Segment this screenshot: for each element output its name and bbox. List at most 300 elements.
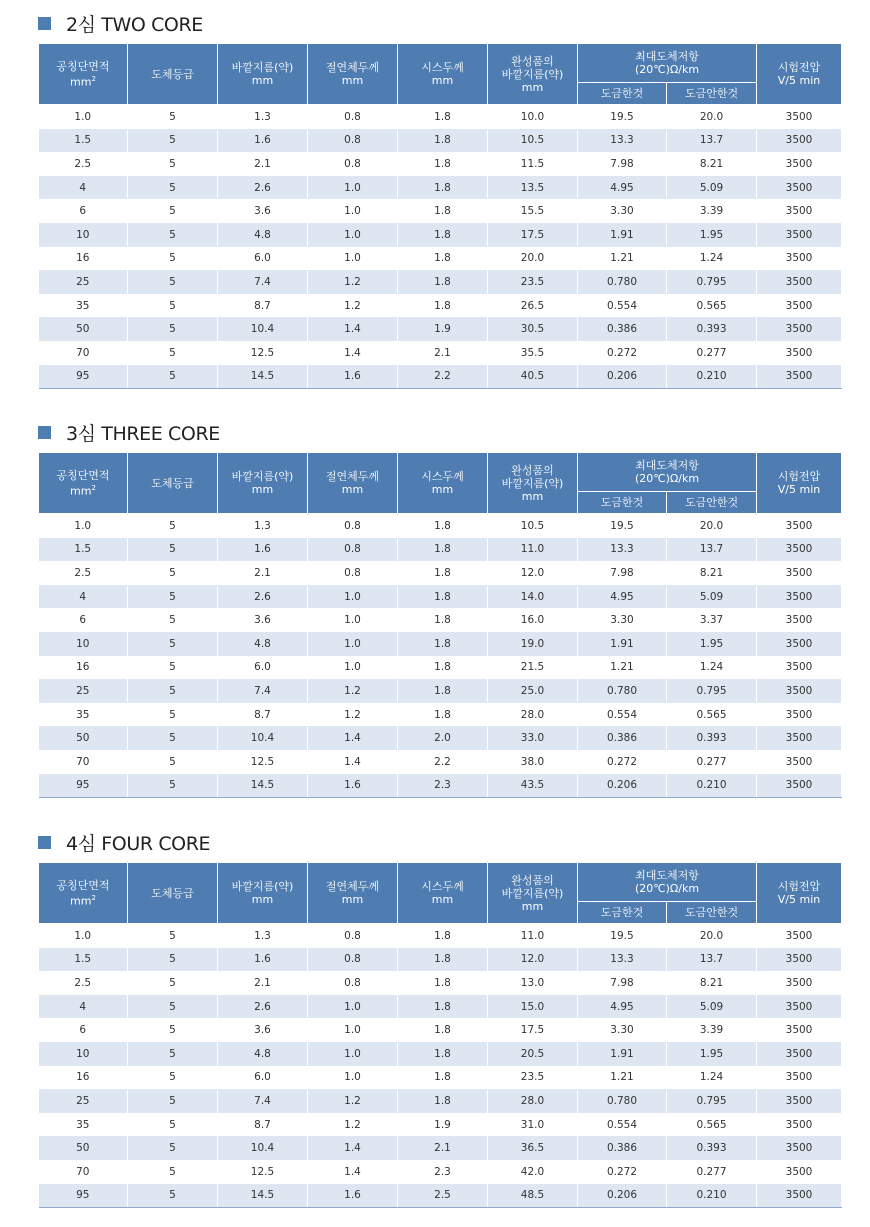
- table-cell: 1.2: [308, 294, 398, 318]
- table-cell: 6.0: [218, 247, 308, 271]
- table-cell: 15.0: [488, 995, 578, 1019]
- table-cell: 2.2: [398, 750, 488, 774]
- table-row: [39, 105, 842, 129]
- table-cell: 1.8: [398, 971, 488, 995]
- table-row: [39, 317, 842, 341]
- table-cell: 2.5: [39, 561, 128, 585]
- table-cell: 1.8: [398, 585, 488, 609]
- table-row: [39, 1136, 842, 1160]
- table-cell: 1.0: [308, 247, 398, 271]
- table-cell: 1.8: [398, 105, 488, 129]
- table-cell: 5.09: [667, 585, 757, 609]
- table-cell: 5: [128, 1018, 218, 1042]
- header-area: 공칭단면적 $mm^2$: [39, 44, 128, 105]
- table-cell: 2.3: [398, 774, 488, 798]
- table-cell: 6.0: [218, 656, 308, 680]
- table-cell: 3500: [757, 129, 842, 153]
- table-cell: 0.210: [667, 365, 757, 389]
- table-cell: 5: [128, 1042, 218, 1066]
- table-row: [39, 199, 842, 223]
- table-cell: 12.5: [218, 1160, 308, 1184]
- table-cell: 1.95: [667, 632, 757, 656]
- table-cell: 20.0: [667, 924, 757, 948]
- table-cell: 3500: [757, 1042, 842, 1066]
- table-cell: 70: [39, 750, 128, 774]
- table-cell: 1.0: [308, 608, 398, 632]
- table-row: [39, 703, 842, 727]
- table-cell: 0.393: [667, 726, 757, 750]
- table-cell: 1.8: [398, 948, 488, 972]
- table-cell: 1.0: [308, 995, 398, 1019]
- table-cell: 10.5: [488, 514, 578, 538]
- table-cell: 2.1: [218, 971, 308, 995]
- header-sheath: 시스두께 mm: [398, 453, 488, 514]
- table-cell: 4: [39, 585, 128, 609]
- table-row: [39, 750, 842, 774]
- table-header: [39, 44, 842, 105]
- header-grade: 도체등급: [128, 863, 218, 924]
- table-cell: 5: [128, 365, 218, 389]
- table-cell: 0.8: [308, 948, 398, 972]
- table-cell: 1.5: [39, 538, 128, 562]
- table-cell: 2.1: [398, 341, 488, 365]
- table-cell: 1.2: [308, 1113, 398, 1137]
- table-cell: 8.7: [218, 1113, 308, 1137]
- table-cell: 0.210: [667, 774, 757, 798]
- table-cell: 1.4: [308, 750, 398, 774]
- header-outer-dia: 바깥지름(약) mm: [218, 453, 308, 514]
- table-cell: 1.2: [308, 270, 398, 294]
- square-bullet-icon: [38, 17, 51, 30]
- table-cell: 70: [39, 1160, 128, 1184]
- table-cell: 0.393: [667, 317, 757, 341]
- table-cell: 35.5: [488, 341, 578, 365]
- table-cell: 1.8: [398, 1089, 488, 1113]
- header-sheath: 시스두께 mm: [398, 863, 488, 924]
- table-cell: 6: [39, 1018, 128, 1042]
- table-header: [39, 863, 842, 924]
- table-cell: 3.39: [667, 199, 757, 223]
- table-cell: 3500: [757, 632, 842, 656]
- table-cell: 1.0: [308, 632, 398, 656]
- table-cell: 1.24: [667, 247, 757, 271]
- header-voltage: 시험전압 V/5 min: [757, 863, 842, 924]
- table-cell: 1.21: [578, 247, 667, 271]
- table-cell: 21.5: [488, 656, 578, 680]
- table-cell: 12.0: [488, 948, 578, 972]
- spec-table: [38, 862, 842, 1208]
- table-cell: 1.3: [218, 924, 308, 948]
- table-row: [39, 1113, 842, 1137]
- table-cell: 5: [128, 924, 218, 948]
- table-cell: 25: [39, 1089, 128, 1113]
- table-cell: 15.5: [488, 199, 578, 223]
- table-cell: 11.5: [488, 152, 578, 176]
- table-cell: 8.7: [218, 294, 308, 318]
- table-cell: 1.6: [218, 948, 308, 972]
- header-voltage: 시험전압 V/5 min: [757, 453, 842, 514]
- table-cell: 95: [39, 1184, 128, 1208]
- table-cell: 6: [39, 199, 128, 223]
- table-cell: 1.91: [578, 1042, 667, 1066]
- table-cell: 1.8: [398, 176, 488, 200]
- table-cell: 20.0: [667, 105, 757, 129]
- header-unplated: 도금안한것: [667, 902, 757, 924]
- table-cell: 3.30: [578, 199, 667, 223]
- table-cell: 0.565: [667, 703, 757, 727]
- table-cell: 0.277: [667, 750, 757, 774]
- header-plated: 도금한것: [578, 492, 667, 514]
- table-cell: 50: [39, 1136, 128, 1160]
- table-cell: 1.8: [398, 1018, 488, 1042]
- table-cell: 5: [128, 948, 218, 972]
- table-row: [39, 632, 842, 656]
- table-cell: 14.0: [488, 585, 578, 609]
- table-cell: 5: [128, 105, 218, 129]
- table-cell: 17.5: [488, 1018, 578, 1042]
- table-cell: 12.5: [218, 750, 308, 774]
- table-cell: 1.6: [218, 129, 308, 153]
- table-cell: 1.8: [398, 1042, 488, 1066]
- three-core-section: [38, 420, 841, 798]
- header-grade: 도체등급: [128, 44, 218, 105]
- table-cell: 1.0: [308, 656, 398, 680]
- table-cell: 0.780: [578, 1089, 667, 1113]
- square-bullet-icon: [38, 836, 51, 849]
- table-cell: 10: [39, 1042, 128, 1066]
- table-row: [39, 561, 842, 585]
- table-cell: 2.1: [398, 1136, 488, 1160]
- table-cell: 0.8: [308, 105, 398, 129]
- table-cell: 25: [39, 270, 128, 294]
- table-cell: 23.5: [488, 270, 578, 294]
- table-row: [39, 585, 842, 609]
- table-cell: 4.95: [578, 995, 667, 1019]
- table-row: [39, 1018, 842, 1042]
- table-cell: 1.2: [308, 1089, 398, 1113]
- table-cell: 5: [128, 247, 218, 271]
- table-cell: 2.5: [39, 971, 128, 995]
- table-row: [39, 1160, 842, 1184]
- header-finished-dia: 완성품의 바깥지름(약) mm: [488, 453, 578, 514]
- table-row: [39, 1042, 842, 1066]
- table-cell: 16: [39, 1066, 128, 1090]
- header-resistance: 최대도체저항 (20℃)Ω/km: [578, 863, 757, 902]
- table-cell: 5: [128, 294, 218, 318]
- table-cell: 4.8: [218, 223, 308, 247]
- table-cell: 5: [128, 750, 218, 774]
- table-cell: 0.795: [667, 270, 757, 294]
- table-cell: 50: [39, 317, 128, 341]
- table-cell: 5: [128, 995, 218, 1019]
- table-cell: 3500: [757, 1066, 842, 1090]
- table-cell: 5: [128, 656, 218, 680]
- table-cell: 40.5: [488, 365, 578, 389]
- table-cell: 2.2: [398, 365, 488, 389]
- table-cell: 1.0: [308, 199, 398, 223]
- table-cell: 25.0: [488, 679, 578, 703]
- table-cell: 0.393: [667, 1136, 757, 1160]
- table-cell: 0.565: [667, 294, 757, 318]
- table-cell: 3500: [757, 152, 842, 176]
- section-title-text: 4심 FOUR CORE: [66, 832, 211, 855]
- table-cell: 2.3: [398, 1160, 488, 1184]
- table-cell: 0.206: [578, 1184, 667, 1208]
- table-row: [39, 365, 842, 389]
- table-cell: 1.4: [308, 317, 398, 341]
- table-body: [39, 105, 842, 389]
- table-cell: 0.554: [578, 294, 667, 318]
- header-outer-dia: 바깥지름(약) mm: [218, 863, 308, 924]
- spec-table: [38, 43, 842, 389]
- table-cell: 3500: [757, 317, 842, 341]
- table-cell: 5: [128, 1113, 218, 1137]
- table-cell: 1.0: [308, 585, 398, 609]
- table-cell: 1.6: [308, 774, 398, 798]
- table-cell: 1.0: [308, 176, 398, 200]
- table-cell: 1.3: [218, 514, 308, 538]
- table-cell: 5: [128, 514, 218, 538]
- table-cell: 1.8: [398, 1066, 488, 1090]
- two-core-section: [38, 11, 841, 389]
- table-cell: 1.5: [39, 129, 128, 153]
- table-cell: 3.6: [218, 1018, 308, 1042]
- table-body: [39, 514, 842, 798]
- table-header: [39, 453, 842, 514]
- table-row: [39, 656, 842, 680]
- table-cell: 5: [128, 608, 218, 632]
- table-cell: 1.91: [578, 223, 667, 247]
- header-insulation: 절연체두께 mm: [308, 453, 398, 514]
- table-row: [39, 1184, 842, 1208]
- table-cell: 1.95: [667, 1042, 757, 1066]
- table-row: [39, 679, 842, 703]
- table-cell: 1.8: [398, 270, 488, 294]
- table-cell: 19.5: [578, 514, 667, 538]
- table-cell: 5: [128, 774, 218, 798]
- table-cell: 4.95: [578, 176, 667, 200]
- table-cell: 42.0: [488, 1160, 578, 1184]
- table-cell: 3500: [757, 105, 842, 129]
- table-cell: 10.5: [488, 129, 578, 153]
- table-cell: 48.5: [488, 1184, 578, 1208]
- header-resistance: 최대도체저항 (20℃)Ω/km: [578, 44, 757, 83]
- table-cell: 6.0: [218, 1066, 308, 1090]
- table-cell: 35: [39, 294, 128, 318]
- table-cell: 1.8: [398, 129, 488, 153]
- table-cell: 0.795: [667, 679, 757, 703]
- table-cell: 95: [39, 774, 128, 798]
- table-cell: 20.0: [488, 247, 578, 271]
- table-cell: 1.0: [39, 514, 128, 538]
- table-cell: 1.8: [398, 703, 488, 727]
- table-cell: 5: [128, 199, 218, 223]
- header-area: 공칭단면적 $mm^2$: [39, 863, 128, 924]
- table-cell: 1.0: [308, 1066, 398, 1090]
- table-cell: 0.206: [578, 774, 667, 798]
- table-cell: 1.21: [578, 1066, 667, 1090]
- table-cell: 5: [128, 317, 218, 341]
- table-cell: 0.386: [578, 726, 667, 750]
- table-cell: 0.272: [578, 750, 667, 774]
- table-cell: 13.5: [488, 176, 578, 200]
- table-row: [39, 608, 842, 632]
- table-cell: 0.277: [667, 341, 757, 365]
- table-cell: 3500: [757, 341, 842, 365]
- table-cell: 36.5: [488, 1136, 578, 1160]
- table-cell: 3500: [757, 247, 842, 271]
- table-cell: 3.37: [667, 608, 757, 632]
- table-cell: 35: [39, 703, 128, 727]
- table-cell: 3500: [757, 924, 842, 948]
- table-cell: 5: [128, 1160, 218, 1184]
- table-cell: 20.0: [667, 514, 757, 538]
- table-cell: 1.95: [667, 223, 757, 247]
- table-cell: 1.24: [667, 656, 757, 680]
- table-cell: 5: [128, 129, 218, 153]
- header-voltage: 시험전압 V/5 min: [757, 44, 842, 105]
- table-cell: 0.554: [578, 1113, 667, 1137]
- table-cell: 13.3: [578, 538, 667, 562]
- table-cell: 3500: [757, 176, 842, 200]
- table-cell: 5: [128, 223, 218, 247]
- table-cell: 19.5: [578, 924, 667, 948]
- table-cell: 10.0: [488, 105, 578, 129]
- table-row: [39, 223, 842, 247]
- table-cell: 3500: [757, 750, 842, 774]
- table-cell: 3.30: [578, 1018, 667, 1042]
- table-cell: 3500: [757, 538, 842, 562]
- table-cell: 35: [39, 1113, 128, 1137]
- table-cell: 5: [128, 703, 218, 727]
- table-row: [39, 152, 842, 176]
- table-cell: 38.0: [488, 750, 578, 774]
- table-cell: 7.98: [578, 561, 667, 585]
- table-cell: 0.8: [308, 538, 398, 562]
- table-cell: 3500: [757, 656, 842, 680]
- table-cell: 8.21: [667, 971, 757, 995]
- header-unplated: 도금안한것: [667, 492, 757, 514]
- table-cell: 1.5: [39, 948, 128, 972]
- table-cell: 43.5: [488, 774, 578, 798]
- table-cell: 3.6: [218, 608, 308, 632]
- table-cell: 1.8: [398, 152, 488, 176]
- table-cell: 3500: [757, 1018, 842, 1042]
- table-cell: 7.4: [218, 270, 308, 294]
- table-cell: 13.3: [578, 948, 667, 972]
- table-cell: 10.4: [218, 726, 308, 750]
- table-cell: 0.780: [578, 679, 667, 703]
- table-row: [39, 774, 842, 798]
- table-cell: 28.0: [488, 1089, 578, 1113]
- table-row: [39, 294, 842, 318]
- table-cell: 5: [128, 679, 218, 703]
- table-cell: 0.386: [578, 1136, 667, 1160]
- header-insulation: 절연체두께 mm: [308, 44, 398, 105]
- section-title-text: 3심 THREE CORE: [66, 422, 220, 445]
- table-cell: 3500: [757, 1089, 842, 1113]
- table-cell: 3500: [757, 1160, 842, 1184]
- table-row: [39, 247, 842, 271]
- table-cell: 16: [39, 656, 128, 680]
- table-cell: 14.5: [218, 1184, 308, 1208]
- table-cell: 1.8: [398, 995, 488, 1019]
- table-row: [39, 129, 842, 153]
- table-cell: 8.7: [218, 703, 308, 727]
- table-cell: 1.9: [398, 317, 488, 341]
- table-cell: 5: [128, 176, 218, 200]
- table-cell: 1.3: [218, 105, 308, 129]
- table-cell: 3500: [757, 294, 842, 318]
- table-cell: 10.4: [218, 1136, 308, 1160]
- header-insulation: 절연체두께 mm: [308, 863, 398, 924]
- table-cell: 1.8: [398, 656, 488, 680]
- section-title: [38, 11, 841, 35]
- table-row: [39, 1089, 842, 1113]
- table-cell: 5: [128, 632, 218, 656]
- table-cell: 1.8: [398, 247, 488, 271]
- table-cell: 1.4: [308, 341, 398, 365]
- table-cell: 2.1: [218, 561, 308, 585]
- table-cell: 5: [128, 1089, 218, 1113]
- table-cell: 1.91: [578, 632, 667, 656]
- table-cell: 3500: [757, 199, 842, 223]
- table-cell: 3500: [757, 1184, 842, 1208]
- table-cell: 50: [39, 726, 128, 750]
- table-row: [39, 270, 842, 294]
- table-cell: 3500: [757, 1136, 842, 1160]
- table-cell: 1.21: [578, 656, 667, 680]
- table-cell: 1.9: [398, 1113, 488, 1137]
- table-cell: 1.8: [398, 538, 488, 562]
- table-cell: 1.8: [398, 679, 488, 703]
- table-cell: 3500: [757, 585, 842, 609]
- header-sheath: 시스두께 mm: [398, 44, 488, 105]
- table-cell: 31.0: [488, 1113, 578, 1137]
- table-body: [39, 924, 842, 1208]
- table-cell: 13.7: [667, 538, 757, 562]
- table-cell: 33.0: [488, 726, 578, 750]
- table-cell: 7.98: [578, 971, 667, 995]
- header-unplated: 도금안한것: [667, 83, 757, 105]
- table-cell: 1.8: [398, 632, 488, 656]
- table-cell: 5: [128, 726, 218, 750]
- table-cell: 0.272: [578, 341, 667, 365]
- table-cell: 13.7: [667, 129, 757, 153]
- section-title-text: 2심 TWO CORE: [66, 13, 203, 36]
- table-cell: 13.3: [578, 129, 667, 153]
- square-bullet-icon: [38, 426, 51, 439]
- table-cell: 19.0: [488, 632, 578, 656]
- table-cell: 6: [39, 608, 128, 632]
- table-cell: 5: [128, 152, 218, 176]
- header-outer-dia: 바깥지름(약) mm: [218, 44, 308, 105]
- table-cell: 1.8: [398, 294, 488, 318]
- four-core-section: [38, 830, 841, 1208]
- table-cell: 10.4: [218, 317, 308, 341]
- table-cell: 5.09: [667, 995, 757, 1019]
- table-cell: 11.0: [488, 924, 578, 948]
- table-cell: 5: [128, 971, 218, 995]
- table-cell: 8.21: [667, 152, 757, 176]
- section-title: [38, 420, 841, 444]
- table-cell: 3.30: [578, 608, 667, 632]
- spec-table: [38, 452, 842, 798]
- table-cell: 1.6: [308, 1184, 398, 1208]
- table-cell: 0.565: [667, 1113, 757, 1137]
- table-cell: 3500: [757, 948, 842, 972]
- table-row: [39, 176, 842, 200]
